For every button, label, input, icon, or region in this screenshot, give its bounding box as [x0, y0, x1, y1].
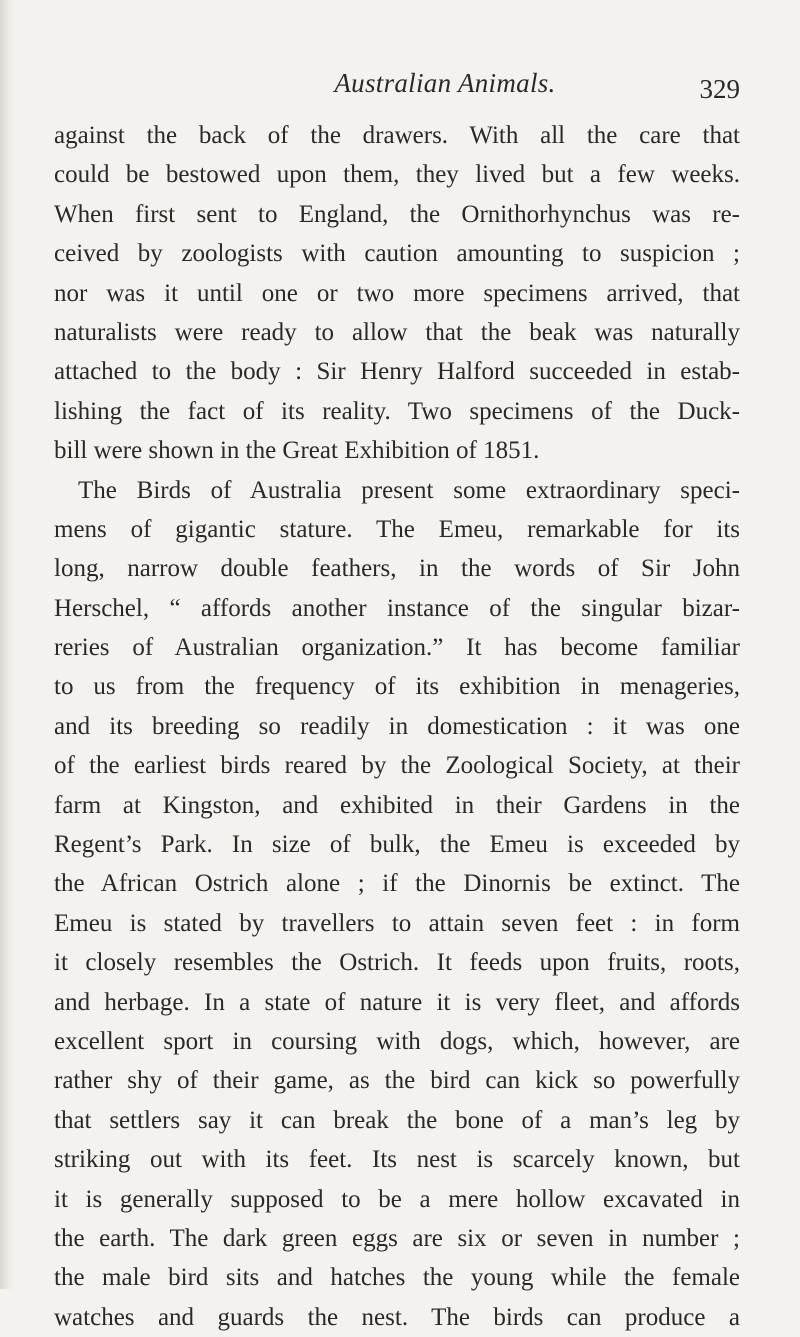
text-line: Regent’s Park. In size of bulk, the Emeu is exceeded by [54, 831, 740, 859]
text-line: attached to the body : Sir Henry Halford succeeded in estab- [54, 358, 740, 386]
text-line: and its breeding so readily in domestication : it was one [54, 712, 740, 740]
text-line: excellent sport in coursing with dogs, which, however, are [54, 1027, 740, 1055]
text-line: and herbage. In a state of nature it is very fleet, and affords [54, 988, 740, 1016]
text-line: of the earliest birds reared by the Zoological Society, at their [54, 752, 740, 780]
text-line: Herschel, “ affords another instance of the singular bizar- [54, 594, 740, 622]
page-number: 329 [699, 74, 740, 104]
text-line: bill were shown in the Great Exhibition of 1851. [54, 437, 540, 465]
running-head [150, 64, 740, 108]
text-line: The Birds of Australia present some extraordinary speci- [78, 476, 740, 504]
text-line: that settlers say it can break the bone of a man’s leg by [54, 1106, 740, 1134]
text-line: When first sent to England, the Ornithorhynchus was re- [54, 200, 740, 228]
text-line: mens of gigantic stature. The Emeu, remarkable for its [54, 515, 740, 543]
text-line: nor was it until one or two more specimens arrived, that [54, 279, 740, 307]
text-line: Emeu is stated by travellers to attain seven feet : in form [54, 909, 740, 937]
text-line: naturalists were ready to allow that the beak was naturally [54, 318, 740, 346]
text-line: it closely resembles the Ostrich. It feeds upon fruits, roots, [54, 949, 740, 977]
body-text [54, 116, 740, 1337]
text-line: could be bestowed upon them, they lived but a few weeks. [54, 161, 740, 189]
text-line: watches and guards the nest. The birds can produce a [54, 1303, 740, 1331]
running-title: Australian Animals. [334, 68, 556, 98]
text-line: reries of Australian organization.” It has become familiar [54, 634, 740, 662]
text-line: the earth. The dark green eggs are six or seven in number ; [54, 1224, 740, 1252]
text-line: to us from the frequency of its exhibition in menageries, [54, 673, 740, 701]
text-line: lishing the fact of its reality. Two specimens of the Duck- [54, 397, 740, 425]
page-gutter-shadow [0, 0, 14, 1289]
text-line: against the back of the drawers. With all the care that [54, 122, 740, 149]
text-line: rather shy of their game, as the bird can kick so powerfully [54, 1067, 740, 1095]
text-line: the African Ostrich alone ; if the Dinornis be extinct. The [54, 870, 740, 898]
text-line: long, narrow double feathers, in the words of Sir John [54, 555, 740, 583]
text-line: farm at Kingston, and exhibited in their Gardens in the [54, 791, 740, 819]
text-line: it is generally supposed to be a mere hollow excavated in [54, 1185, 740, 1213]
text-line: ceived by zoologists with caution amounting to suspicion ; [54, 240, 740, 268]
text-line: the male bird sits and hatches the young while the female [54, 1264, 740, 1292]
text-line: striking out with its feet. Its nest is scarcely known, but [54, 1146, 740, 1174]
